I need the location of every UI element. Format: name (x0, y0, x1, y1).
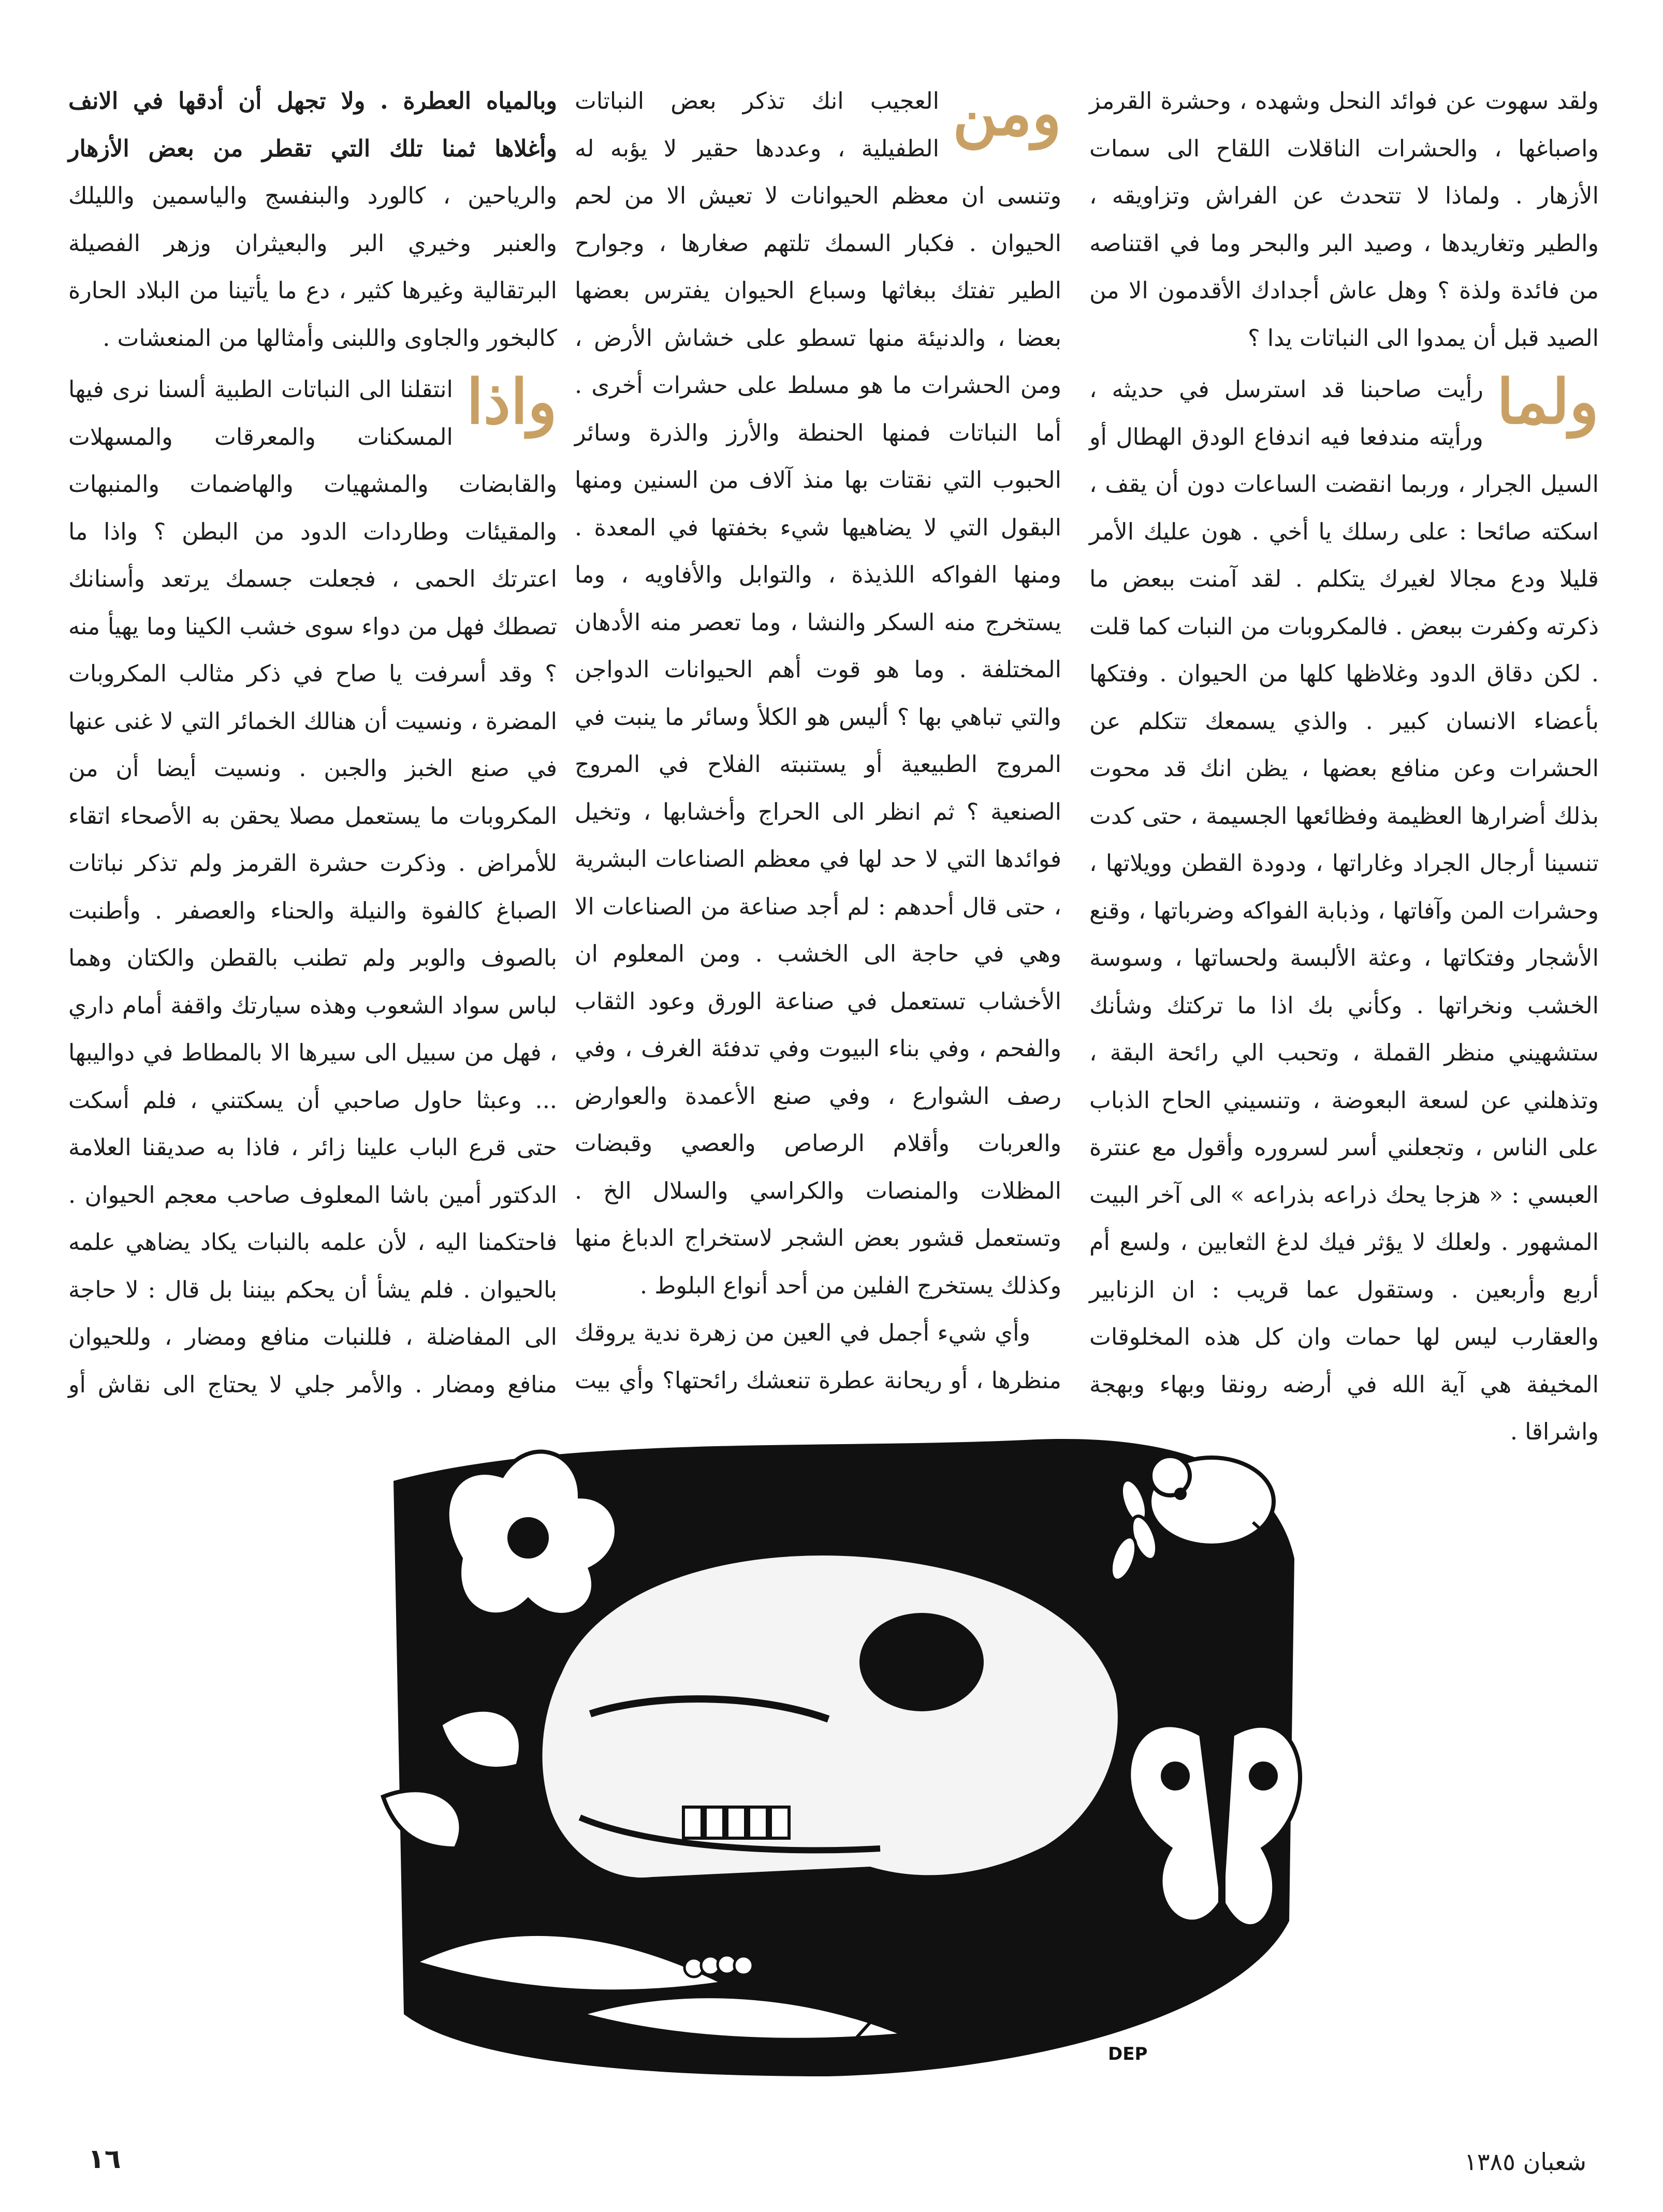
paragraph (68, 366, 557, 1456)
drop-word: ومن (952, 77, 1061, 149)
paragraph (575, 78, 1061, 1309)
paragraph-text: والرياحين ، كالورد والبنفسج والياسمين والليلك والعنبر وخيري البر والبعيثران وزهر الفصيلة البرتقالية وغيرها كثير ، دع ما يأتينا من البلاد الحارة كالبخور والجاوى واللبنى وأمثالها من المنعشات . (68, 183, 557, 352)
paragraph (68, 78, 557, 362)
article-column-middle (575, 78, 1061, 1547)
skull-teeth (683, 1807, 789, 1838)
article-column-right (1089, 78, 1599, 1456)
skull-eye-socket (859, 1613, 984, 1711)
paragraph-text-emphasis: وبالمياه العطرة . ولا تجهل أن أدقها في الانف وأغلاها ثمنا تلك التي تقطر من بعض الأزهار (68, 88, 557, 162)
page-number: ١٦ (88, 2144, 121, 2175)
drop-word: واذا (466, 366, 557, 438)
paragraph: ولقد سهوت عن فوائد النحل وشهده ، وحشرة القرمز واصباغها ، والحشرات الناقلات اللقاح الى سمات الأزهار . ولماذا لا تتحدث عن الفراش وتزاويقه ، والطير وتغاريدها ، وصيد البر والبحر وما في اقتناصه من فائدة ولذة ؟ وهل عاش أجدادك الأقدمون الا من الصيد قبل أن يمدوا الى النباتات يدا ؟ (1089, 88, 1599, 352)
artist-signature: DEP (1108, 2044, 1148, 2064)
paragraph-text: رأيت صاحبنا قد استرسل في حديثه ، ورأيته مندفعا فيه اندفاع الودق الهطال أو السيل الجرار ، وربما انقضت الساعات دون أن يقف ، اسكته صائحا : على رسلك يا أخي . هون عليك الأمر قليلا ودع مجالا لغيرك يتكلم . لقد آمنت ببعض ما ذكرته وكفرت ببعض . فالمكروبات من النبات كما قلت . لكن دقاق الدود وغلاظها كلها من الحيوان . وفتكها بأعضاء الانسان كبير . والذي يسمعك تتكلم عن الحشرات وعن منافع بعضها ، يظن انك قد محوت بذلك أضرارها العظيمة وفظائعها الجسيمة ، حتى كدت تنسينا أرجال الجراد وغاراتها ، ودودة القطن وويلاتها ، وحشرات المن وآفاتها ، وذبابة الفواكه وضرباتها ، وقنع الأشجار وفتكاتها ، وعثة الألبسة ولحساتها ، وسوسة الخشب ونخراتها . وكأني بك اذا ما تركتك وشأنك ستشهيني منظر القملة ، وتحبب الي رائحة البقة ، وتذهلني عن لسعة البعوضة ، وتنسيني الحاح الذباب على الناس ، وتجعلني أسر لسروره وأقول مع عنترة العبسي : « هزجا يحك ذراعه بذراعه » الى آخر البيت المشهور . ولعلك لا يؤثر فيك لدغ الثعابين ، ولسع أم أربع وأربعين . وستقول عما قريب : ان الزنابير والعقارب ليس لها حمات وان كل هذه المخلوقات المخيفة هي آية الله في أرضه رونقا وبهاء وبهجة واشراقا . (1089, 376, 1599, 1445)
drop-word: ولما (1496, 366, 1599, 438)
paragraph: وأي شيء أجمل في العين من زهرة ندية يروقك منظرها ، أو ريحانة عطرة تنعشك رائحتها؟ وأي بيت (575, 1320, 1061, 1394)
paragraph-text: انتقلنا الى النباتات الطبية ألسنا نرى فيها المسكنات والمعرقات والمسهلات والقابضات والمشهيات والهاضمات والمنبهات والمقيئات وطاردات الدود من البطن ؟ واذا ما اعترتك الحمى ، فجعلت جسمك يرتعد وأسنانك تصطك فهل من دواء سوى خشب الكينا وما يهيأ منه ؟ وقد أسرفت يا صاح في ذكر مثالب المكروبات المضرة ، ونسيت أن هنالك الخمائر التي لا غنى عنها في صنع الخبز والجبن . ونسيت أيضا أن من المكروبات ما يستعمل مصلا يحقن به الأصحاء اتقاء للأمراض . وذكرت حشرة القرمز ولم تذكر نباتات الصباغ كالفوة والنيلة والحناء والعصفر . وأطنبت بالصوف والوبر ولم تطنب بالقطن والكتان وهما لباس سواد الشعوب وهذه سيارتك واقفة أمام داري ، فهل من سبيل الى سيرها الا بالمطاط في دواليبها ... وعبثا حاول صاحبي أن يسكتني ، فلم أسكت حتى قرع الباب علينا زائر ، فاذا به صديقنا العلامة الدكتور أمين باشا المعلوف صاحب معجم الحيوان . فاحتكمنا اليه ، لأن علمه بالنبات يكاد يضاهي علمه بالحيوان . فلم يشأ أن يحكم بيننا بل قال : لا حاجة الى المفاضلة ، فللنبات منافع ومضار ، وللحيوان منافع ومضار . والأمر جلي لا يحتاج الى نقاش أو (68, 376, 557, 1398)
paragraph-text: العجيب انك تذكر بعض النباتات الطفيلية ، وعددها حقير لا يؤبه له وتنسى ان معظم الحيوانات لا تعيش الا من لحم الحيوان . فكبار السمك تلتهم صغارها ، وجوارح الطير تفتك ببغاثها وسباع الحيوان يفترس بعضها بعضا ، والدنيئة منها تسطو على خشاش الأرض ، ومن الحشرات ما هو مسلط على حشرات أخرى . أما النباتات فمنها الحنطة والأرز والذرة وسائر الحبوب التي نقتات بها منذ آلاف من السنين ومنها البقول التي لا يضاهيها شيء بخفتها في المعدة . ومنها الفواكه اللذيذة ، والتوابل والأفاويه ، وما يستخرج منه السكر والنشا ، وما تعصر منه الأدهان المختلفة . وما هو قوت أهم الحيوانات الدواجن والتي تباهي بها ؟ أليس هو الكلأ وسائر ما ينبت في المروج الطبيعية أو يستنبته الفلاح في المروج الصنعية ؟ ثم انظر الى الحراج وأخشابها ، وتخيل فوائدها التي لا حد لها في معظم الصناعات البشرية ، حتى قال أحدهم : لم أجد صناعة من الصناعات الا وهي في حاجة الى الخشب . ومن المعلوم ان الأخشاب تستعمل في صناعة الورق وعود الثقاب والفحم ، وفي بناء البيوت وفي تدفئة الغرف ، وفي رصف الشوارع ، وفي صنع الأعمدة والعوارض والعربات وأقلام الرصاص والعصي وقبضات المظلات والمنصات والكراسي والسلال الخ . وتستعمل قشور بعض الشجر لاستخراج الدباغ منها وكذلك يستخرج الفلين من أحد أنواع البلوط . (575, 88, 1061, 1299)
issue-date: شعبان ١٣٨٥ (1464, 2148, 1586, 2176)
woodcut-illustration (362, 1403, 1336, 2113)
paragraph (1089, 366, 1599, 1456)
article-column-left (68, 78, 557, 1456)
